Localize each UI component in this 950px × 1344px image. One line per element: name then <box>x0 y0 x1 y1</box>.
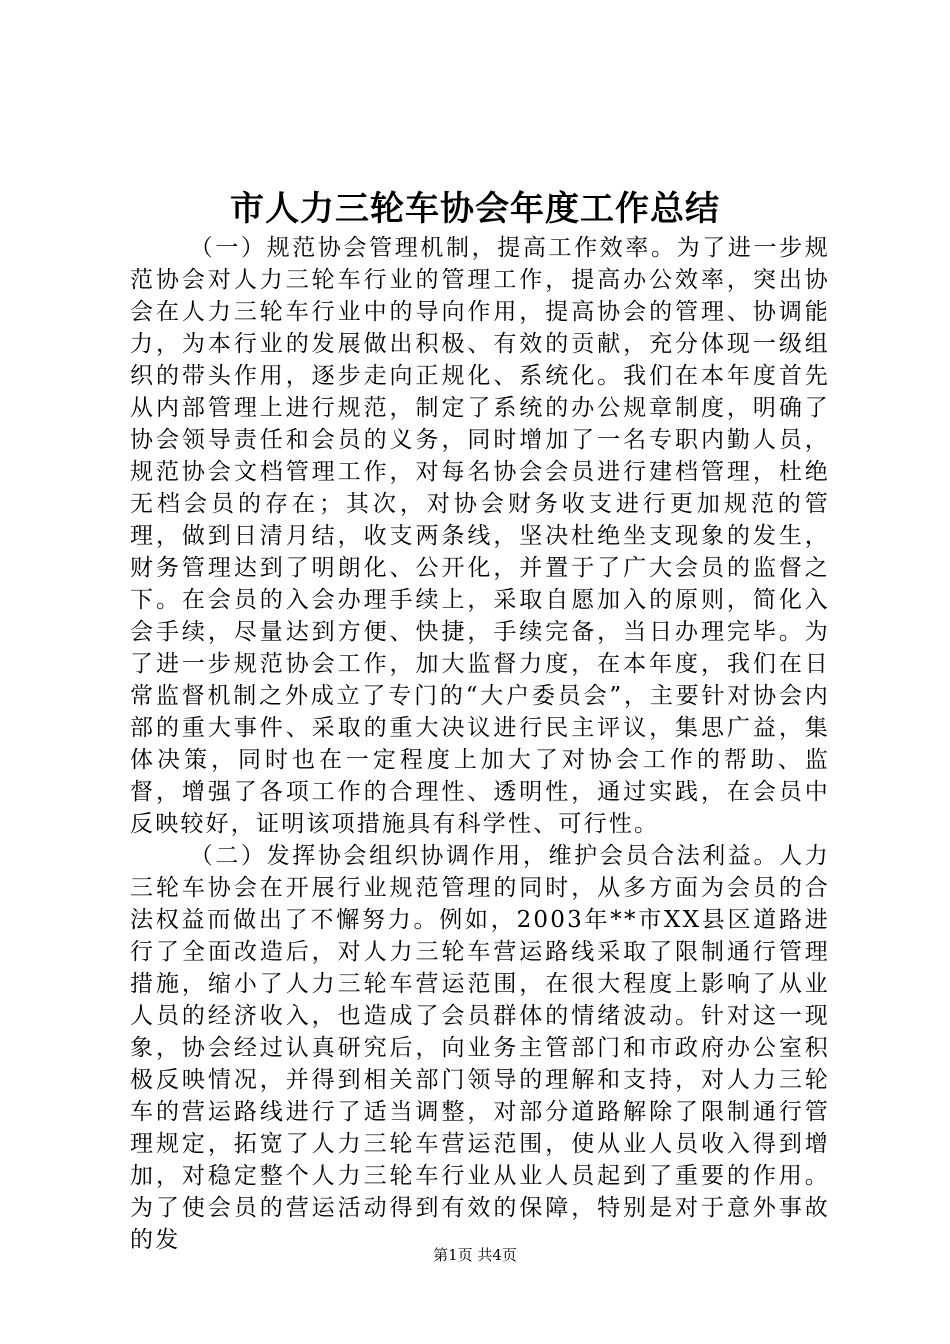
document-title: 市人力三轮车协会年度工作总结 <box>230 189 720 229</box>
paragraph-1: （一）规范协会管理机制，提高工作效率。为了进一步规范协会对人力三轮车行业的管理工作，提高办公效率，突出协会在人力三轮车行业中的导向作用，提高协会的管理、协调能力，为本行业的发展做出积极、有效的贡献，充分体现一级组织的带头作用，逐步走向正规化、系统化。我们在本年度首先从内部管理上进行规范，制定了系统的办公规章制度，明确了协会领导责任和会员的义务，同时增加了一名专职内勤人员，规范协会文档管理工作，对每名协会会员进行建档管理，杜绝无档会员的存在；其次，对协会财务收支进行更加规范的管理，做到日清月结，收支两条线，坚决杜绝坐支现象的发生，财务管理达到了明朗化、公开化，并置于了广大会员的监督之下。在会员的入会办理手续上，采取自愿加入的原则，简化入会手续，尽量达到方便、快捷，手续完备，当日办理完毕。为了进一步规范协会工作，加大监督力度，在本年度，我们在日常监督机制之外成立了专门的“大户委员会”，主要针对协会内部的重大事件、采取的重大决议进行民主评议，集思广益，集体决策，同时也在一定程度上加大了对协会工作的帮助、监督，增强了各项工作的合理性、透明性，通过实践，在会员中反映较好，证明该项措施具有科学性、可行性。 <box>130 235 830 837</box>
paragraph-2: （二）发挥协会组织协调作用，维护会员合法利益。人力三轮车协会在开展行业规范管理的同时，从多方面为会员的合法权益而做出了不懈努力。例如，2003年**市XX县区道路进行了全面改造后，对人力三轮车营运路线采取了限制通行管理措施，缩小了人力三轮车营运范围，在很大程度上影响了从业人员的经济收入，也造成了会员群体的情绪波动。针对这一现象，协会经过认真研究后，向业务主管部门和市政府办公室积极反映情况，并得到相关部门领导的理解和支持，对人力三轮车的营运路线进行了适当调整，对部分道路解除了限制通行管理规定，拓宽了人力三轮车营运范围，使从业人员收入得到增加，对稳定整个人力三轮车行业从业人员起到了重要的作用。为了使会员的营运活动得到有效的保障，特别是对于意外事故的发 <box>130 843 830 1253</box>
page-number-footer: 第1页 共4页 <box>433 1246 517 1264</box>
document-body <box>130 232 830 1256</box>
